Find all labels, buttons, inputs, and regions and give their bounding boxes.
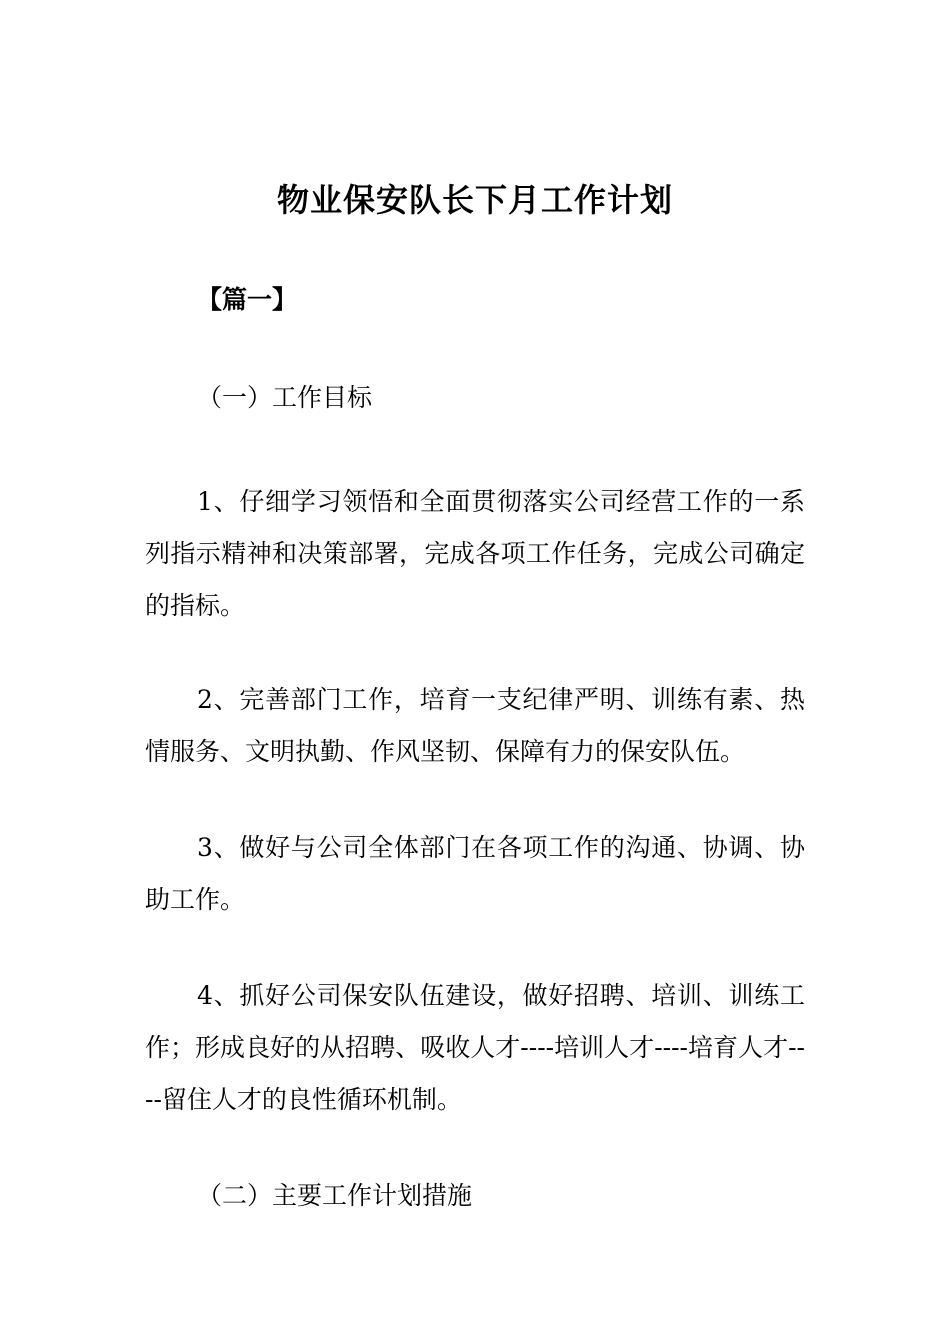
paragraph-item-4: 4、抓好公司保安队伍建设，做好招聘、培训、训练工作；形成良好的从招聘、吸收人才----培训人才----培育人才----留住人才的良性循环机制。 <box>145 981 805 1114</box>
document-title: 物业保安队长下月工作计划 <box>276 181 673 219</box>
subheading-work-goals: （一）工作目标 <box>197 383 373 412</box>
paragraph-item-3: 3、做好与公司全体部门在各项工作的沟通、协调、协助工作。 <box>145 833 805 914</box>
paragraph-item-1: 1、仔细学习领悟和全面贯彻落实公司经营工作的一系列指示精神和决策部署，完成各项工作任务，完成公司确定的指标。 <box>145 487 805 620</box>
section-label: 【篇一】 <box>197 285 298 314</box>
paragraph-item-2: 2、完善部门工作，培育一支纪律严明、训练有素、热情服务、文明执勤、作风坚韧、保障有力的保安队伍。 <box>145 685 805 766</box>
subheading-main-measures: （二）主要工作计划措施 <box>197 1181 473 1210</box>
